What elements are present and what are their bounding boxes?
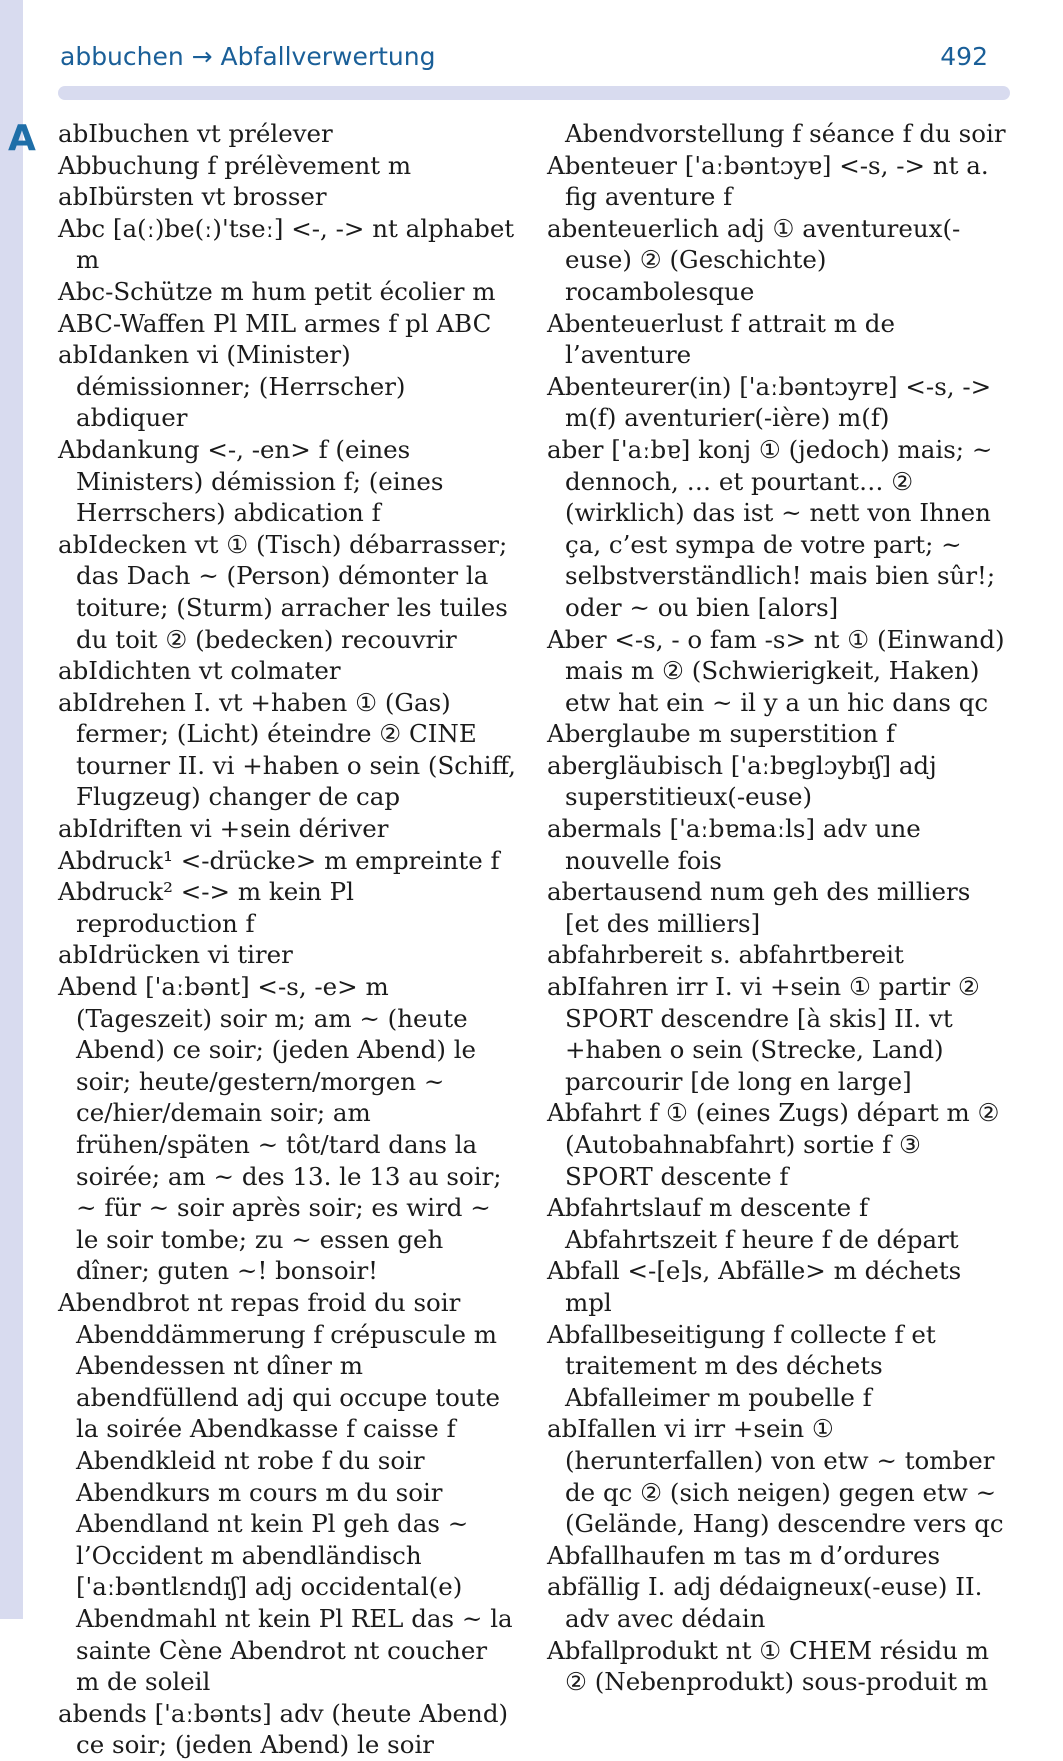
dict-entry: abIbuchen vt prélever bbox=[58, 119, 333, 148]
dict-entry: abfahrbereit s. abfahrtbereit bbox=[547, 940, 904, 970]
dict-entry: Abfahrtslauf m descente f Abfahrtszeit f heure f de départ bbox=[547, 1193, 959, 1254]
dict-entry: abends ['aːbənts] adv (heute Abend) ce soir; (jeden Abend) le soir bbox=[58, 1698, 509, 1760]
dict-entry: Abendvorstellung f séance f du soir bbox=[565, 119, 1006, 148]
dict-entry: ABC-Waffen Pl MIL armes f pl ABC bbox=[58, 308, 492, 338]
dict-entry: Abend ['aːbənt] <-s, -e> m (Tageszeit) soir m; am ~ (heute Abend) ce soir; (jeden Abend) le soir; heute/gestern/morgen ~ ce/hier/demain soir; am frühen/späten ~ tôt/tard dans la soirée; am ~ des 13. le 13 au soir; ~ für ~ soir après soir; es wird ~ le soir tombe; zu ~ essen geh dîner; guten ~! bonsoir! bbox=[58, 972, 502, 1286]
header-rule bbox=[58, 86, 1010, 100]
dict-entry: abIfahren irr I. vi +sein ① partir ② SPORT descendre [à skis] II. vt +haben o sein (Strecke, Land) parcourir [de long en large] bbox=[547, 972, 980, 1096]
dict-entry: aber ['aːbɐ] konj ① (jedoch) mais; ~ dennoch, … et pourtant… ② (wirklich) das ist ~ nett von Ihnen ça, c’est sympa de votre part; ~ selbstverständlich! mais bien sûr!; oder ~ ou bien [alors] bbox=[547, 434, 996, 622]
dict-entry: Abfallprodukt nt ① CHEM résidu m ② (Nebenprodukt) sous-produit m bbox=[547, 1635, 989, 1697]
dict-entry: Abenteurer(in) ['aːbəntɔyrɐ] <-s, -> m(f) aventurier(-ière) m(f) bbox=[547, 371, 992, 433]
dict-entry: abIdanken vi (Minister) démissionner; (Herrscher) abdiquer bbox=[58, 340, 406, 433]
dict-entry: Abdankung <-, -en> f (eines Ministers) démission f; (eines Herrschers) abdication f bbox=[58, 434, 444, 528]
dict-entry: Abenteuerlust f attrait m de l’aventure bbox=[547, 308, 895, 370]
dict-entry: abfällig I. adj dédaigneux(-euse) II. adv avec dédain bbox=[547, 1572, 983, 1633]
dict-entry: abIdrücken vi tirer bbox=[58, 940, 293, 970]
dict-entry: Abc [a(ː)be(ː)'tseː] <-, -> nt alphabet m bbox=[58, 213, 515, 275]
dict-entry: Aberglaube m superstition f bbox=[547, 719, 896, 749]
left-column bbox=[58, 118, 518, 1761]
dict-entry: abenteuerlich adj ① aventureux(-euse) ② (Geschichte) rocambolesque bbox=[547, 213, 961, 306]
letter-tab: A bbox=[8, 118, 36, 159]
dict-entry: abIbürsten vt brosser bbox=[58, 182, 327, 212]
dict-entry: abIdriften vi +sein dériver bbox=[58, 814, 389, 844]
dict-entry: Abc-Schütze m hum petit écolier m bbox=[58, 276, 496, 306]
dict-entry: Abbuchung f prélèvement m bbox=[58, 150, 412, 180]
dict-entry: Abdruck² <-> m kein Pl reproduction f bbox=[58, 877, 354, 938]
dict-entry: abertausend num geh des milliers [et des milliers] bbox=[547, 877, 971, 938]
dict-entry: abergläubisch ['aːbɐglɔybɪʃ] adj superstitieux(-euse) bbox=[547, 750, 937, 812]
dict-entry: Aber <-s, - o fam -s> nt ① (Einwand) mais m ② (Schwierigkeit, Haken) etw hat ein ~ il y a un hic dans qc bbox=[547, 624, 1005, 717]
dict-entry: abermals ['aːbɐmaːls] adv une nouvelle fois bbox=[547, 814, 921, 875]
dict-entry: abIdrehen I. vt +haben ① (Gas) fermer; (Licht) éteindre ② CINE tourner II. vi +haben o sein (Schiff, Flugzeug) changer de cap bbox=[58, 687, 516, 812]
dict-entry: Abenteuer ['aːbəntɔyɐ] <-s, -> nt a. fig aventure f bbox=[547, 150, 989, 212]
dict-entry: Abdruck¹ <-drücke> m empreinte f bbox=[58, 845, 500, 875]
right-column bbox=[547, 118, 1007, 1698]
page-number: 492 bbox=[940, 42, 988, 71]
thumb-index-strip bbox=[0, 0, 23, 1619]
dict-entry: abIdecken vt ① (Tisch) débarrasser; das Dach ~ (Person) démonter la toiture; (Sturm) arracher les tuiles du toit ② (bedecken) recouvrir bbox=[58, 529, 508, 654]
dict-entry-block: Abenddämmerung f crépuscule m Abendessen nt dîner m abendfüllend adj qui occupe toute la soirée Abendkasse f caisse f Abendkleid nt robe f du soir Abendkurs m cours m du soir Abendland nt kein Pl geh das ~ l’Occident m abendländisch ['aːbəntlɛndɪʃ] adj occidental(e) Abendmahl nt kein Pl REL das ~ la sainte Cène Abendrot nt coucher m de soleil bbox=[76, 1319, 513, 1697]
dict-entry: abIdichten vt colmater bbox=[58, 656, 341, 686]
dict-entry: Abfallhaufen m tas m d’ordures bbox=[547, 1540, 941, 1570]
dict-entry: Abfallbeseitigung f collecte f et traitement m des déchets Abfalleimer m poubelle f bbox=[547, 1319, 936, 1412]
dict-entry: Abfall <-[e]s, Abfälle> m déchets mpl bbox=[547, 1256, 962, 1317]
dict-entry: Abendbrot nt repas froid du soir bbox=[58, 1287, 461, 1317]
running-head: abbuchen → Abfallverwertung bbox=[60, 42, 436, 71]
dict-entry: abIfallen vi irr +sein ① (herunterfallen) von etw ~ tomber de qc ② (sich neigen) gegen etw ~ (Gelände, Hang) descendre vers qc bbox=[547, 1414, 1004, 1539]
dict-entry: Abfahrt f ① (eines Zugs) départ m ② (Autobahnabfahrt) sortie f ③ SPORT descente f bbox=[547, 1098, 1000, 1191]
